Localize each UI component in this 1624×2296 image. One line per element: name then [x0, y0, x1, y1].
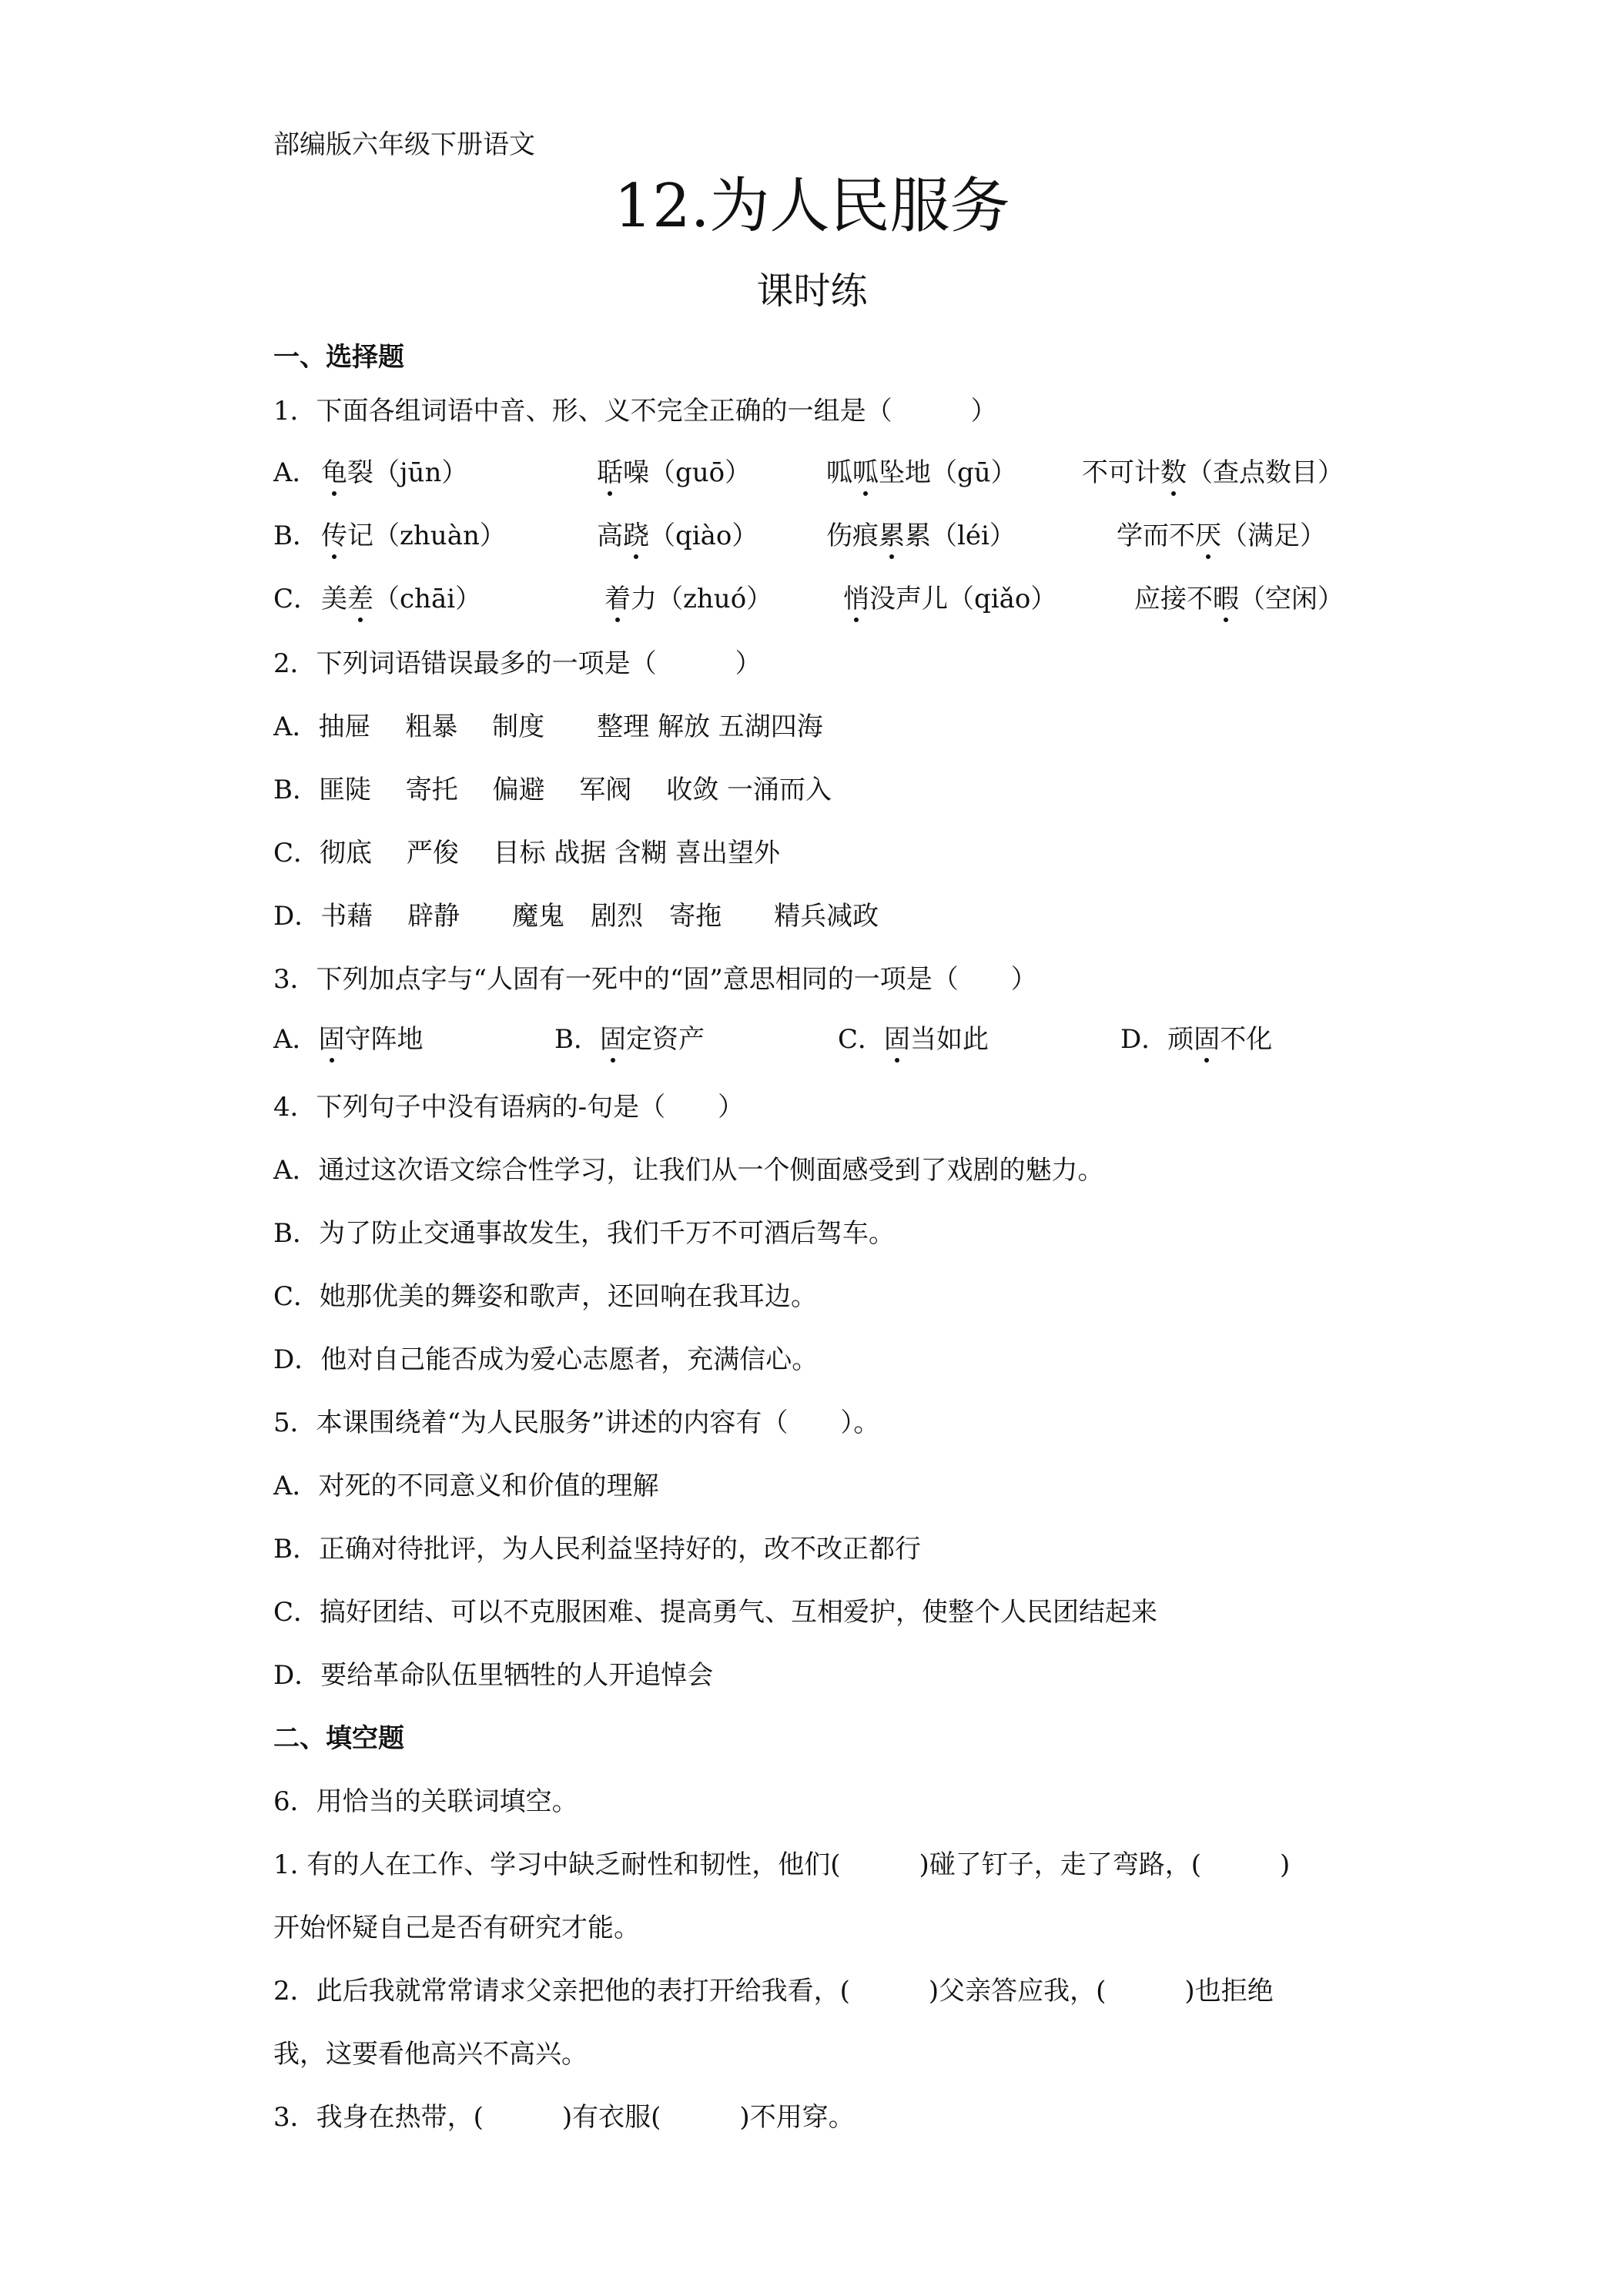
q1-b-word-2: 高跷（qiào） — [597, 520, 758, 551]
option-label: A． — [273, 457, 319, 488]
option-label: C． — [273, 584, 320, 614]
q1-b-word-1: 传记（zhuàn） — [321, 520, 506, 551]
q5-option-a[interactable]: A．对死的不同意义和价值的理解 — [273, 1471, 659, 1501]
q6-line-2: 2．此后我就常常请求父亲把他的表打开给我看，( )父亲答应我，( )也拒绝 — [273, 1976, 1274, 2006]
q5-option-d[interactable]: D．要给革命队伍里牺牲的人开追悼会 — [273, 1660, 714, 1691]
page-header: 部编版六年级下册语文 — [273, 129, 535, 160]
q6-line-1: 1. 有的人在工作、学习中缺乏耐性和韧性，他们( )碰了钉子，走了弯路，( ) — [273, 1849, 1291, 1880]
q2-option-b[interactable]: B．匪陡 寄托 偏避 军阀 收敛 一涌而入 — [273, 775, 832, 805]
q3-option-d[interactable]: D．顽固不化 — [1120, 1024, 1273, 1055]
q1-c-word-3: 悄没声儿（qiǎo） — [843, 584, 1057, 614]
q5-option-b[interactable]: B．正确对待批评，为人民利益坚持好的，改不改正都行 — [273, 1534, 921, 1565]
q4-option-b[interactable]: B．为了防止交通事故发生，我们千万不可酒后驾车。 — [273, 1218, 895, 1249]
q3-stem: 3．下列加点字与“人固有一死中的“固”意思相同的一项是（ ） — [273, 964, 1037, 995]
q2-option-c[interactable]: C．彻底 严俊 目标 战据 含糊 喜出望外 — [273, 838, 781, 869]
q4-option-c[interactable]: C．她那优美的舞姿和歌声，还回响在我耳边。 — [273, 1281, 818, 1312]
q3-option-a[interactable]: A．固守阵地 — [273, 1024, 424, 1055]
lesson-subtitle: 课时练 — [756, 269, 868, 313]
q1-c-word-1: 美差（chāi） — [321, 584, 482, 614]
q5-option-c[interactable]: C．搞好团结、可以不克服困难、提高勇气、互相爱护，使整个人民团结起来 — [273, 1597, 1158, 1628]
q1-c-word-4: 应接不暇（空闲） — [1134, 584, 1344, 614]
q3-option-b[interactable]: B．固定资产 — [554, 1024, 705, 1055]
q1-c-word-2: 着力（zhuó） — [604, 584, 773, 614]
q1-b-word-3: 伤痕累累（léi） — [826, 520, 1016, 551]
lesson-title: 12.为人民服务 — [614, 172, 1010, 241]
q1-b-word-4: 学而不厌（满足） — [1117, 520, 1326, 551]
q2-stem: 2．下列词语错误最多的一项是（ ） — [273, 648, 762, 679]
q3-option-c[interactable]: C．固当如此 — [838, 1024, 989, 1055]
q2-option-a[interactable]: A．抽屉 粗暴 制度 整理 解放 五湖四海 — [273, 711, 823, 742]
q1-a-word-1: 龟裂（jūn） — [321, 457, 468, 488]
q6-line-2-cont: 我，这要看他高兴不高兴。 — [273, 2039, 588, 2070]
q1-a-word-4: 不可计数（查点数目） — [1082, 457, 1344, 488]
q5-stem: 5．本课围绕着“为人民服务”讲述的内容有（ ）。 — [273, 1407, 880, 1438]
q4-stem: 4．下列句子中没有语病的-句是（ ） — [273, 1092, 745, 1123]
q4-option-a[interactable]: A．通过这次语文综合性学习，让我们从一个侧面感受到了戏剧的魅力。 — [273, 1155, 1104, 1186]
q6-line-3: 3．我身在热带，( )有衣服( )不用穿。 — [273, 2102, 855, 2133]
q6-line-1-cont: 开始怀疑自己是否有研究才能。 — [273, 1913, 640, 1943]
option-label: B． — [273, 520, 319, 551]
q1-stem: 1．下面各组词语中音、形、义不完全正确的一组是（ ） — [273, 396, 997, 427]
q4-option-d[interactable]: D．他对自己能否成为爱心志愿者，充满信心。 — [273, 1344, 819, 1375]
q6-stem: 6．用恰当的关联词填空。 — [273, 1786, 578, 1817]
section-fill-heading: 二、填空题 — [273, 1723, 404, 1754]
q1-a-word-3: 呱呱坠地（gū） — [826, 457, 1017, 488]
q1-a-word-2: 聒噪（guō） — [597, 457, 752, 488]
q2-option-d[interactable]: D．书藉 辟静 魔鬼 剧烈 寄拖 精兵减政 — [273, 901, 879, 932]
section-choice-heading: 一、选择题 — [273, 342, 404, 373]
